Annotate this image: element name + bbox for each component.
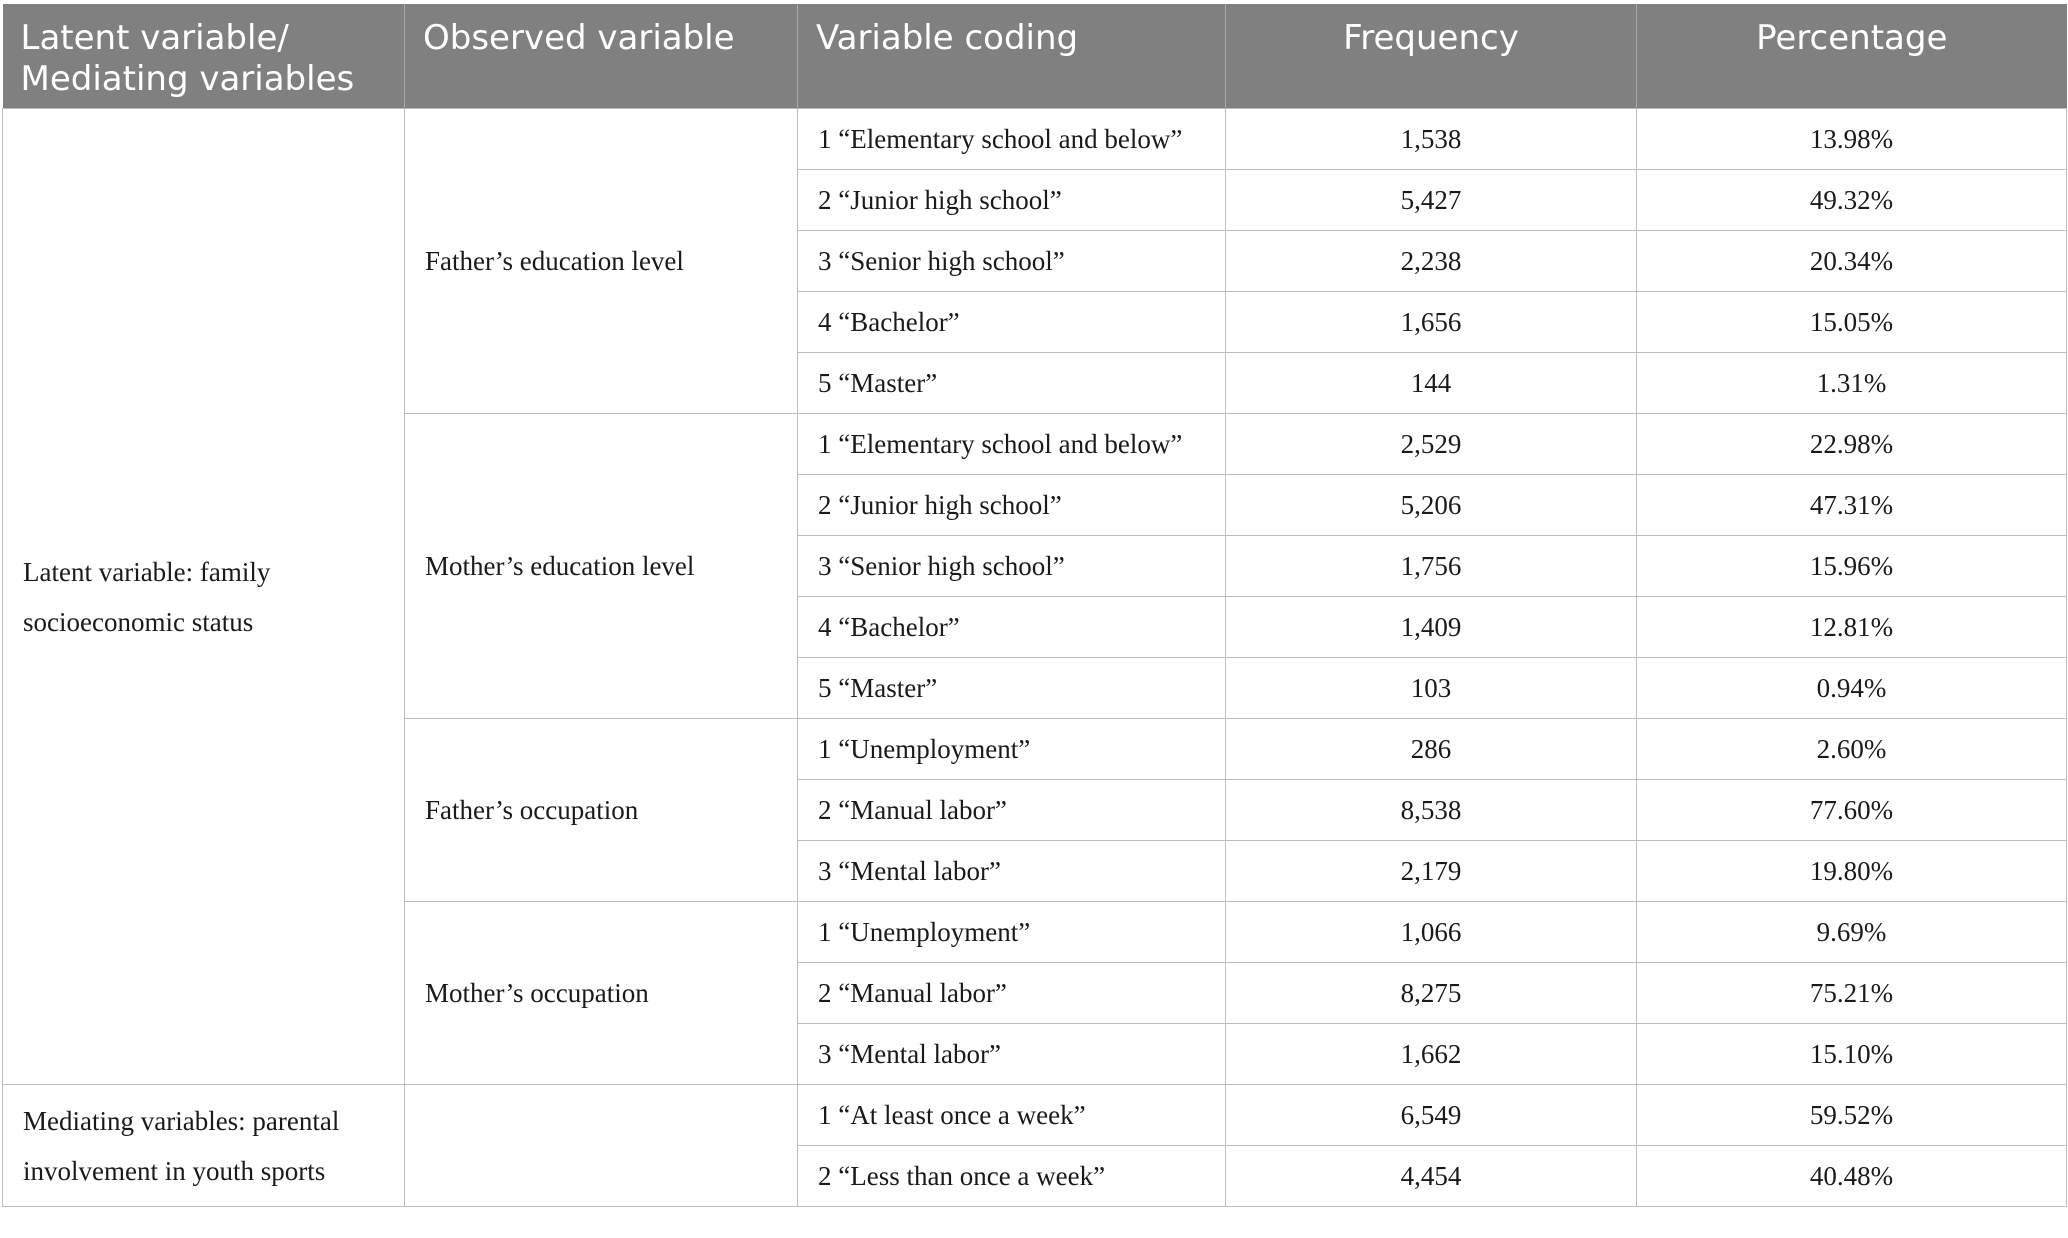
observed-variable-cell: Mother’s occupation [405,902,798,1085]
variable-coding-cell: 3 “Senior high school” [798,231,1226,292]
frequency-cell: 1,656 [1226,292,1637,353]
variable-coding-cell: 1 “Elementary school and below” [798,414,1226,475]
percentage-cell: 15.10% [1637,1024,2067,1085]
observed-variable-cell: Father’s occupation [405,719,798,902]
header-percentage: Percentage [1637,4,2067,109]
latent-variable-cell: Latent variable: family socioeconomic status [3,109,405,1085]
frequency-cell: 1,662 [1226,1024,1637,1085]
frequency-cell: 286 [1226,719,1637,780]
variable-coding-cell: 3 “Mental labor” [798,1024,1226,1085]
header-variable-coding: Variable coding [798,4,1226,109]
percentage-cell: 0.94% [1637,658,2067,719]
table-row [3,109,2067,170]
variable-coding-cell: 1 “Unemployment” [798,902,1226,963]
variable-coding-cell: 1 “At least once a week” [798,1085,1226,1146]
latent-variable-cell: Mediating variables: parental involvement in youth sports [3,1085,405,1207]
variable-coding-cell: 4 “Bachelor” [798,292,1226,353]
frequency-cell: 2,238 [1226,231,1637,292]
variable-coding-cell: 1 “Elementary school and below” [798,109,1226,170]
frequency-cell: 1,409 [1226,597,1637,658]
variable-coding-cell: 5 “Master” [798,353,1226,414]
percentage-cell: 20.34% [1637,231,2067,292]
table-body [3,109,2067,1207]
observed-variable-cell [405,1085,798,1207]
frequency-cell: 103 [1226,658,1637,719]
frequency-cell: 6,549 [1226,1085,1637,1146]
percentage-cell: 15.96% [1637,536,2067,597]
header-frequency: Frequency [1226,4,1637,109]
variable-coding-cell: 2 “Manual labor” [798,963,1226,1024]
variable-coding-cell: 3 “Senior high school” [798,536,1226,597]
variable-coding-cell: 4 “Bachelor” [798,597,1226,658]
variable-coding-cell: 2 “Manual labor” [798,780,1226,841]
percentage-cell: 49.32% [1637,170,2067,231]
variable-coding-cell: 2 “Junior high school” [798,475,1226,536]
frequency-table [2,4,2067,1207]
variable-coding-cell: 3 “Mental labor” [798,841,1226,902]
table-header [3,4,2067,109]
variable-coding-cell: 2 “Junior high school” [798,170,1226,231]
percentage-cell: 59.52% [1637,1085,2067,1146]
header-observed-variable: Observed variable [405,4,798,109]
observed-variable-cell: Father’s education level [405,109,798,414]
table-row [3,1085,2067,1146]
percentage-cell: 77.60% [1637,780,2067,841]
frequency-cell: 144 [1226,353,1637,414]
observed-variable-cell: Mother’s education level [405,414,798,719]
percentage-cell: 15.05% [1637,292,2067,353]
percentage-cell: 13.98% [1637,109,2067,170]
percentage-cell: 47.31% [1637,475,2067,536]
percentage-cell: 22.98% [1637,414,2067,475]
percentage-cell: 2.60% [1637,719,2067,780]
variable-coding-cell: 5 “Master” [798,658,1226,719]
frequency-cell: 2,179 [1226,841,1637,902]
frequency-cell: 5,427 [1226,170,1637,231]
percentage-cell: 75.21% [1637,963,2067,1024]
frequency-cell: 8,275 [1226,963,1637,1024]
frequency-cell: 5,206 [1226,475,1637,536]
frequency-cell: 2,529 [1226,414,1637,475]
frequency-cell: 8,538 [1226,780,1637,841]
frequency-cell: 4,454 [1226,1146,1637,1207]
percentage-cell: 9.69% [1637,902,2067,963]
percentage-cell: 40.48% [1637,1146,2067,1207]
variable-coding-cell: 1 “Unemployment” [798,719,1226,780]
frequency-cell: 1,066 [1226,902,1637,963]
percentage-cell: 12.81% [1637,597,2067,658]
frequency-cell: 1,538 [1226,109,1637,170]
header-latent-variable: Latent variable/ Mediating variables [3,4,405,109]
header-row [3,4,2067,109]
percentage-cell: 19.80% [1637,841,2067,902]
percentage-cell: 1.31% [1637,353,2067,414]
variable-coding-cell: 2 “Less than once a week” [798,1146,1226,1207]
frequency-cell: 1,756 [1226,536,1637,597]
